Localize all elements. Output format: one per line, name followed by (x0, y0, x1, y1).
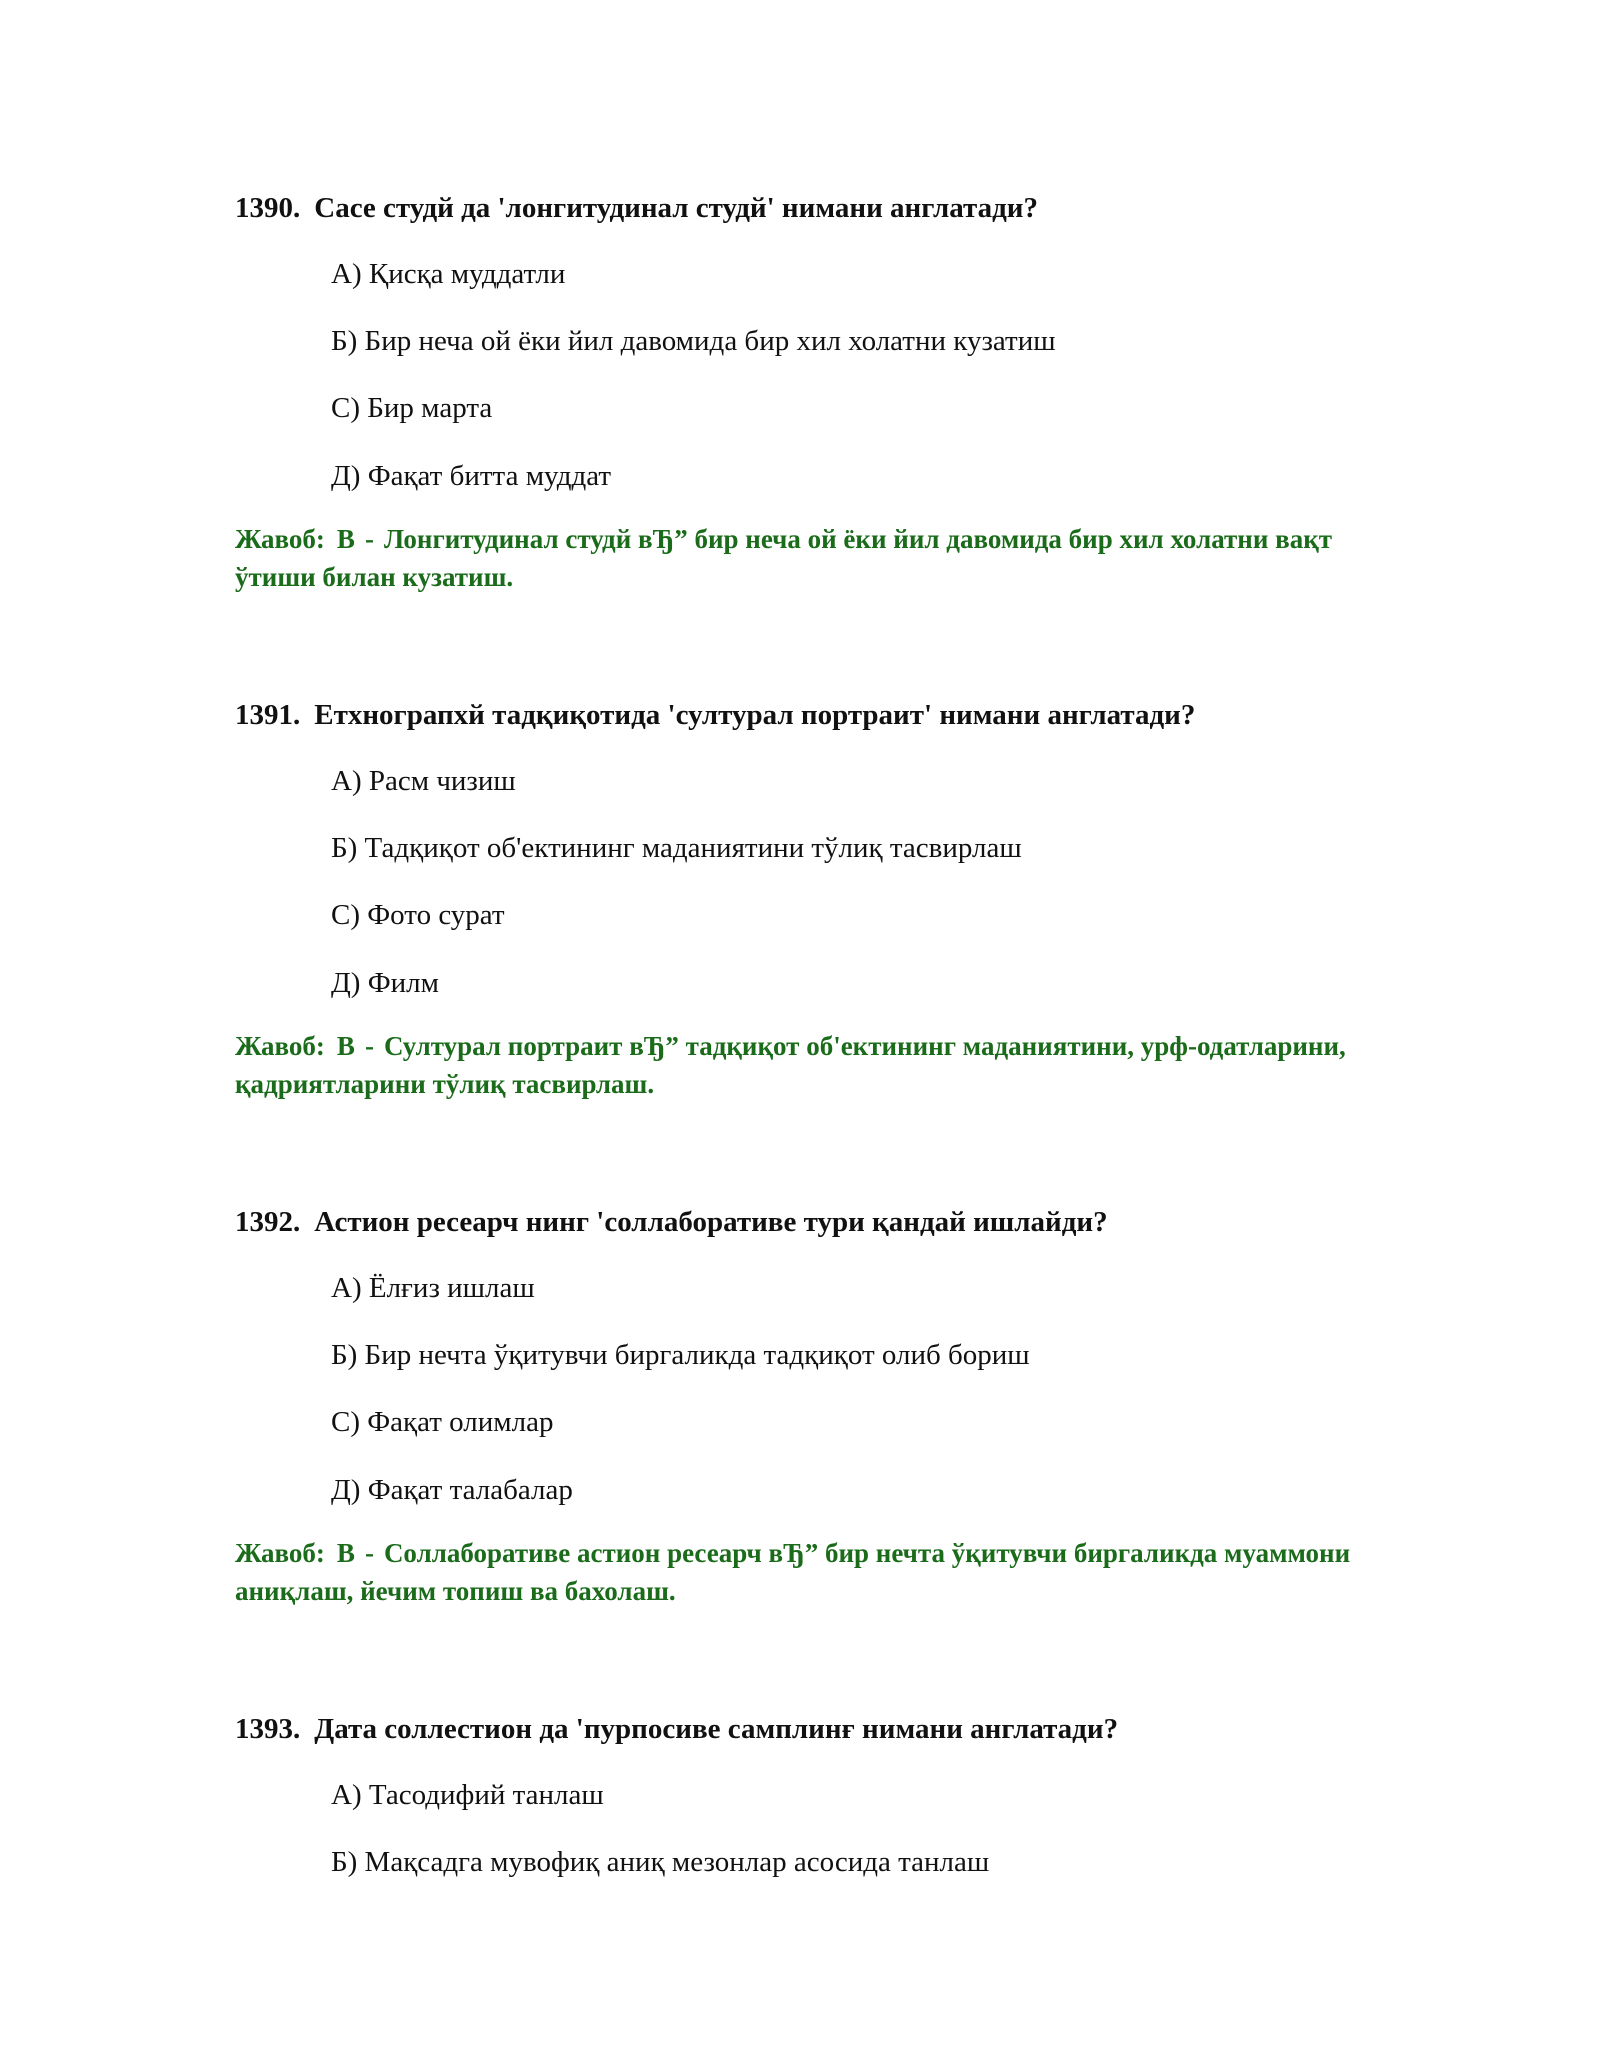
answer-label: Жавоб: (235, 524, 325, 554)
option-a: А) Қисқа муддатли (331, 258, 566, 290)
option-c: С) Бир марта (331, 392, 493, 424)
question-1391 (235, 697, 1415, 1099)
answer-letter: B (336, 524, 355, 554)
answer-label: Жавоб: (235, 1538, 325, 1568)
question-text: Етхнограпхй тадқиқотида 'султурал портраит' нимани англатади? (314, 699, 1196, 731)
answer (235, 520, 1415, 596)
answer-letter: B (336, 1538, 355, 1568)
option-c: С) Фақат олимлар (331, 1406, 554, 1438)
question-number: 1390. (235, 192, 301, 224)
option-a: А) Ёлғиз ишлаш (331, 1272, 535, 1304)
option-d: Д) Филм (331, 967, 439, 999)
question-title (235, 1711, 1415, 1747)
option-c: С) Фото сурат (331, 899, 505, 931)
option-d: Д) Фақат битта муддат (331, 460, 612, 492)
question-text: Дата соллестион да 'пурпосиве самплинғ нимани англатади? (314, 1713, 1119, 1745)
answer-letter: B (336, 1031, 355, 1061)
question-1392 (235, 1204, 1415, 1606)
question-number: 1391. (235, 699, 301, 731)
option-b: Б) Бир неча ой ёки йил давомида бир хил холатни кузатиш (331, 325, 1056, 357)
option-b: Б) Мақсадга мувофиқ аниқ мезонлар асосида танлаш (331, 1846, 990, 1878)
question-title (235, 1204, 1415, 1240)
question-1393 (235, 1711, 1415, 1878)
question-1390 (235, 190, 1415, 592)
question-title (235, 190, 1415, 226)
answer-dash: - (364, 1031, 374, 1061)
answer-dash: - (364, 524, 374, 554)
question-number: 1392. (235, 1206, 301, 1238)
option-d: Д) Фақат талабалар (331, 1474, 573, 1506)
answer-label: Жавоб: (235, 1031, 325, 1061)
answer-dash: - (364, 1538, 374, 1568)
question-text: Астион ресеарч нинг 'соллаборативе тури қандай ишлайди? (314, 1206, 1108, 1238)
answer (235, 1027, 1415, 1103)
option-b: Б) Тадқиқот об'ектининг маданиятини тўлиқ тасвирлаш (331, 832, 1022, 864)
answer-text: Лонгитудинал студй вЂ” бир неча ой ёки йил давомида бир хил холатни вақт ўтиши билан кузатиш. (235, 524, 1333, 592)
question-text: Сасе студй да 'лонгитудинал студй' нимани англатади? (314, 192, 1038, 224)
answer-text: Султурал портраит вЂ” тадқиқот об'ектининг маданиятини, урф-одатларини, қадриятларини тўлиқ тасвирлаш. (235, 1031, 1346, 1099)
option-b: Б) Бир нечта ўқитувчи биргаликда тадқиқот олиб бориш (331, 1339, 1030, 1371)
answer (235, 1534, 1415, 1610)
question-title (235, 697, 1415, 733)
answer-text: Соллаборативе астион ресеарч вЂ” бир нечта ўқитувчи биргаликда муаммони аниқлаш, йечим топиш ва бахолаш. (235, 1538, 1351, 1606)
option-a: А) Расм чизиш (331, 765, 516, 797)
question-number: 1393. (235, 1713, 301, 1745)
option-a: А) Тасодифий танлаш (331, 1779, 604, 1811)
